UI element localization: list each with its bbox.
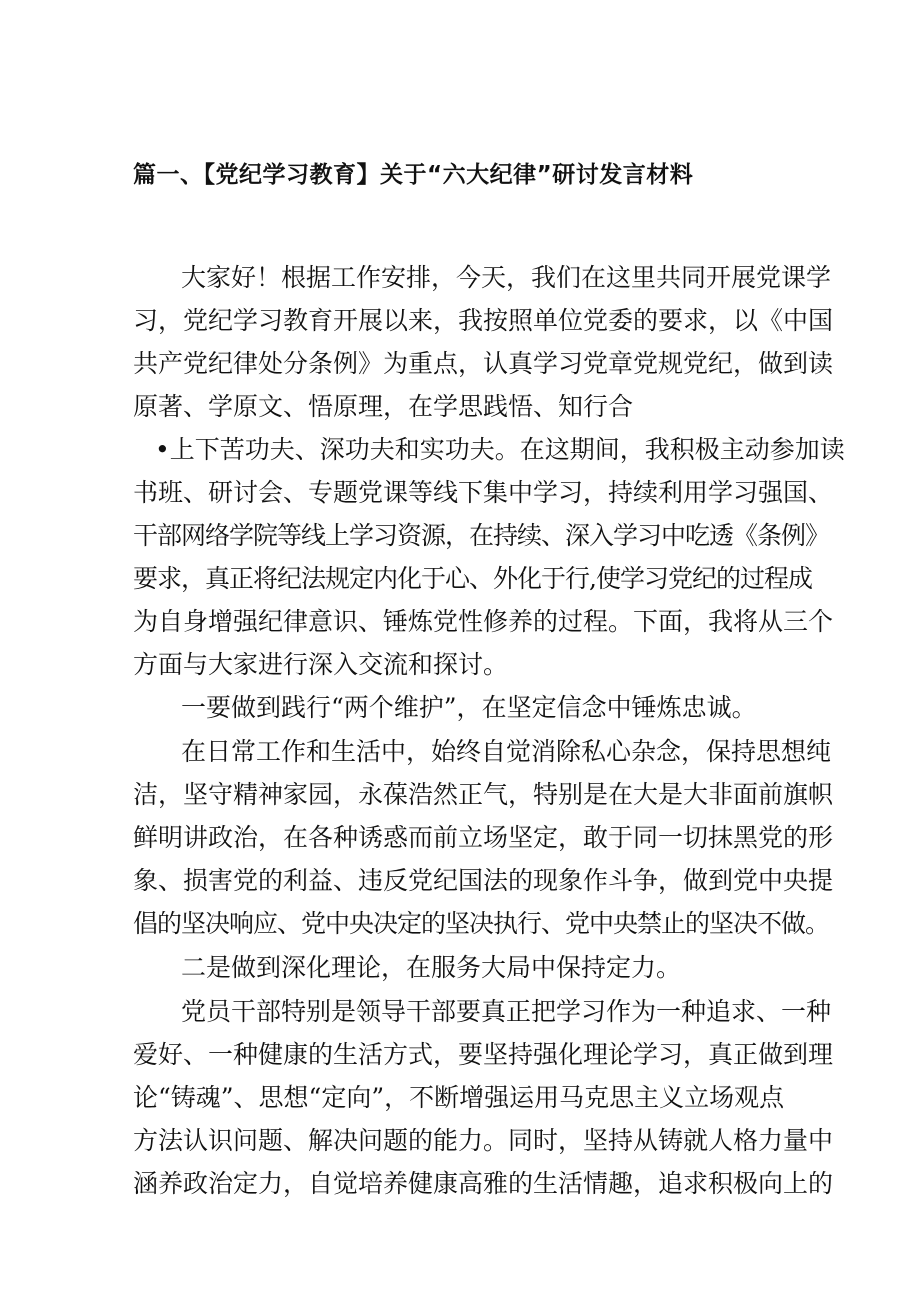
- section-heading: 一要做到践行“两个维护”，在坚定信念中锤炼忠诚。: [181, 693, 757, 722]
- paragraph-line: 习，党纪学习教育开展以来，我按照单位党委的要求，以《中国: [133, 306, 834, 335]
- paragraph-line: 倡的坚决响应、党中央决定的坚决执行、党中央禁止的坚决不做。: [133, 909, 830, 938]
- paragraph-line: 鲜明讲政治，在各种诱惑而前立场坚定，敢于同一切抹黑党的形: [133, 823, 834, 852]
- paragraph-line: 洁，坚守精神家园，永葆浩然正气，特别是在大是大非面前旗帜: [133, 780, 834, 809]
- paragraph-line: 书班、研讨会、专题党课等线下集中学习，持续利用学习强国、: [133, 478, 834, 507]
- paragraph-line: 涵养政治定力，自觉培养健康高雅的生活情趣，追求积极向上的: [133, 1169, 834, 1198]
- paragraph-line: 要求，真正将纪法规定内化于心、外化于行,使学习党纪的过程成: [133, 564, 812, 593]
- paragraph-line: 论“铸魂”、思想“定向”，不断增强运用马克思主义立场观点: [133, 1083, 785, 1112]
- paragraph-line: 爱好、一种健康的生活方式，要坚持强化理论学习，真正做到理: [133, 1040, 834, 1069]
- paragraph-line: 党员干部特别是领导干部要真正把学习作为一种追求、一种: [181, 997, 832, 1026]
- paragraph-line: •上下苦功夫、深功夫和实功夫。在这期间，我积极主动参加读: [155, 435, 845, 464]
- paragraph-line: 干部网络学院等线上学习资源，在持续、深入学习中吃透《条例》: [133, 521, 830, 550]
- paragraph-line: 方法认识问题、解决问题的能力。同时，坚持从铸就人格力量中: [133, 1126, 834, 1155]
- paragraph-line: 象、损害党的利益、违反党纪国法的现象作斗争，做到党中央提: [133, 866, 834, 895]
- paragraph-line: 方面与大家进行深入交流和探讨。: [133, 650, 509, 679]
- document-title: 篇一、【党纪学习教育】关于“六大纪律”研讨发言材料: [133, 162, 694, 188]
- paragraph-line: 为自身增强纪律意识、锤炼党性修养的过程。下面，我将从三个: [133, 607, 834, 636]
- section-heading: 二是做到深化理论，在服务大局中保持定力。: [181, 953, 682, 982]
- paragraph-line: 原著、学原文、悟原理，在学思践悟、知行合: [133, 392, 634, 421]
- paragraph-line: 共产党纪律处分条例》为重点，认真学习党章党规党纪，做到读: [133, 349, 834, 378]
- paragraph-line: 大家好！根据工作安排，今天，我们在这里共同开展党课学: [181, 263, 832, 292]
- paragraph-line: 在日常工作和生活中，始终自觉消除私心杂念，保持思想纯: [181, 737, 832, 766]
